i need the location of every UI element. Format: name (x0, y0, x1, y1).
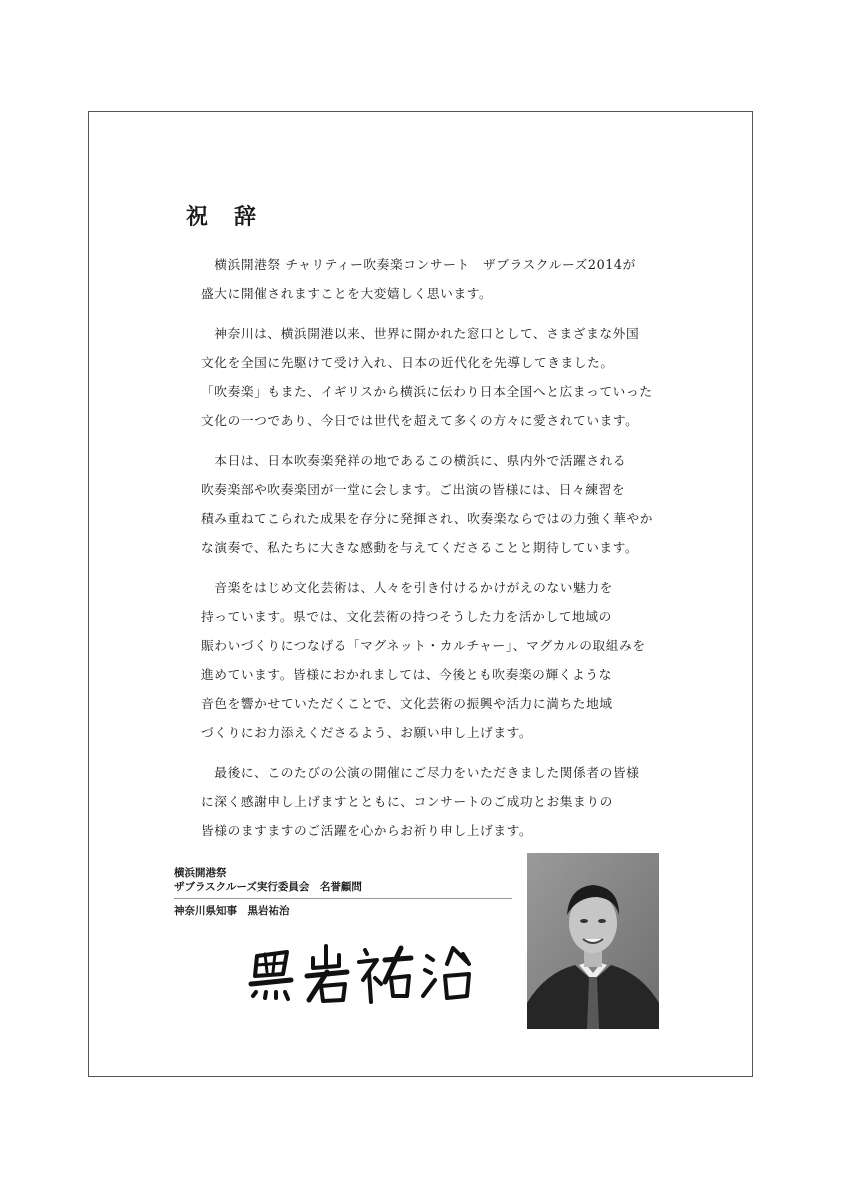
text-line: 進めています。皆様におかれましては、今後とも吹奏楽の輝くような (201, 667, 612, 682)
paragraph (201, 573, 661, 747)
text-line: 賑わいづくりにつなげる「マグネット・カルチャー」、マグカルの取組みを (201, 638, 646, 653)
text-line: づくりにお力添えくださるよう、お願い申し上げます。 (201, 725, 533, 740)
paragraph (201, 758, 661, 845)
page-title: 祝 辞 (186, 204, 259, 230)
paragraph (201, 250, 661, 308)
message-body (201, 250, 661, 856)
text-line: 最後に、このたびの公演の開催にご尽力をいただきました関係者の皆様 (201, 765, 640, 780)
text-line: 神奈川は、横浜開港以来、世界に開かれた窓口として、さまざまな外国 (201, 326, 640, 341)
text-line: 本日は、日本吹奏楽発祥の地であるこの横浜に、県内外で活躍される (201, 453, 627, 468)
text-line: 文化の一つであり、今日では世代を超えて多くの方々に愛されています。 (201, 413, 639, 428)
text-line: 積み重ねてこられた成果を存分に発揮され、吹奏楽ならではの力強く華やか (201, 511, 654, 526)
text-line: 持っています。県では、文化芸術の持つそうした力を活かして地域の (201, 609, 612, 624)
text-line: 「吹奏楽」もまた、イギリスから横浜に伝わり日本全国へと広まっていった (201, 384, 653, 399)
text-line: に深く感謝申し上げますとともに、コンサートのご成功とお集まりの (201, 794, 613, 809)
text-line: 音色を響かせていただくことで、文化芸術の振興や活力に満ちた地域 (201, 696, 613, 711)
text-line: 文化を全国に先駆けて受け入れ、日本の近代化を先導してきました。 (201, 355, 614, 370)
text-line: 盛大に開催されますことを大変嬉しく思います。 (201, 286, 493, 301)
text-line: 音楽をはじめ文化芸術は、人々を引き付けるかけがえのない魅力を (201, 580, 613, 595)
portrait-photo (527, 853, 659, 1029)
text-line: 吹奏楽部や吹奏楽団が一堂に会します。ご出演の皆様には、日々練習を (201, 482, 626, 497)
paragraph (201, 446, 661, 562)
divider (174, 898, 512, 899)
governor-name: 神奈川県知事 黒岩祐治 (174, 905, 290, 917)
handwritten-signature (243, 938, 483, 1008)
paragraph (201, 319, 661, 435)
organization-name: 横浜開港祭 (174, 867, 227, 879)
signature-block (174, 866, 512, 918)
text-line: 横浜開港祭 チャリティー吹奏楽コンサート ザブラスクルーズ2014が (201, 257, 636, 272)
committee-title: ザブラスクルーズ実行委員会 名誉顧問 (174, 881, 362, 893)
text-line: な演奏で、私たちに大きな感動を与えてくださることと期待しています。 (201, 540, 639, 555)
text-line: 皆様のますますのご活躍を心からお祈り申し上げます。 (201, 823, 533, 838)
